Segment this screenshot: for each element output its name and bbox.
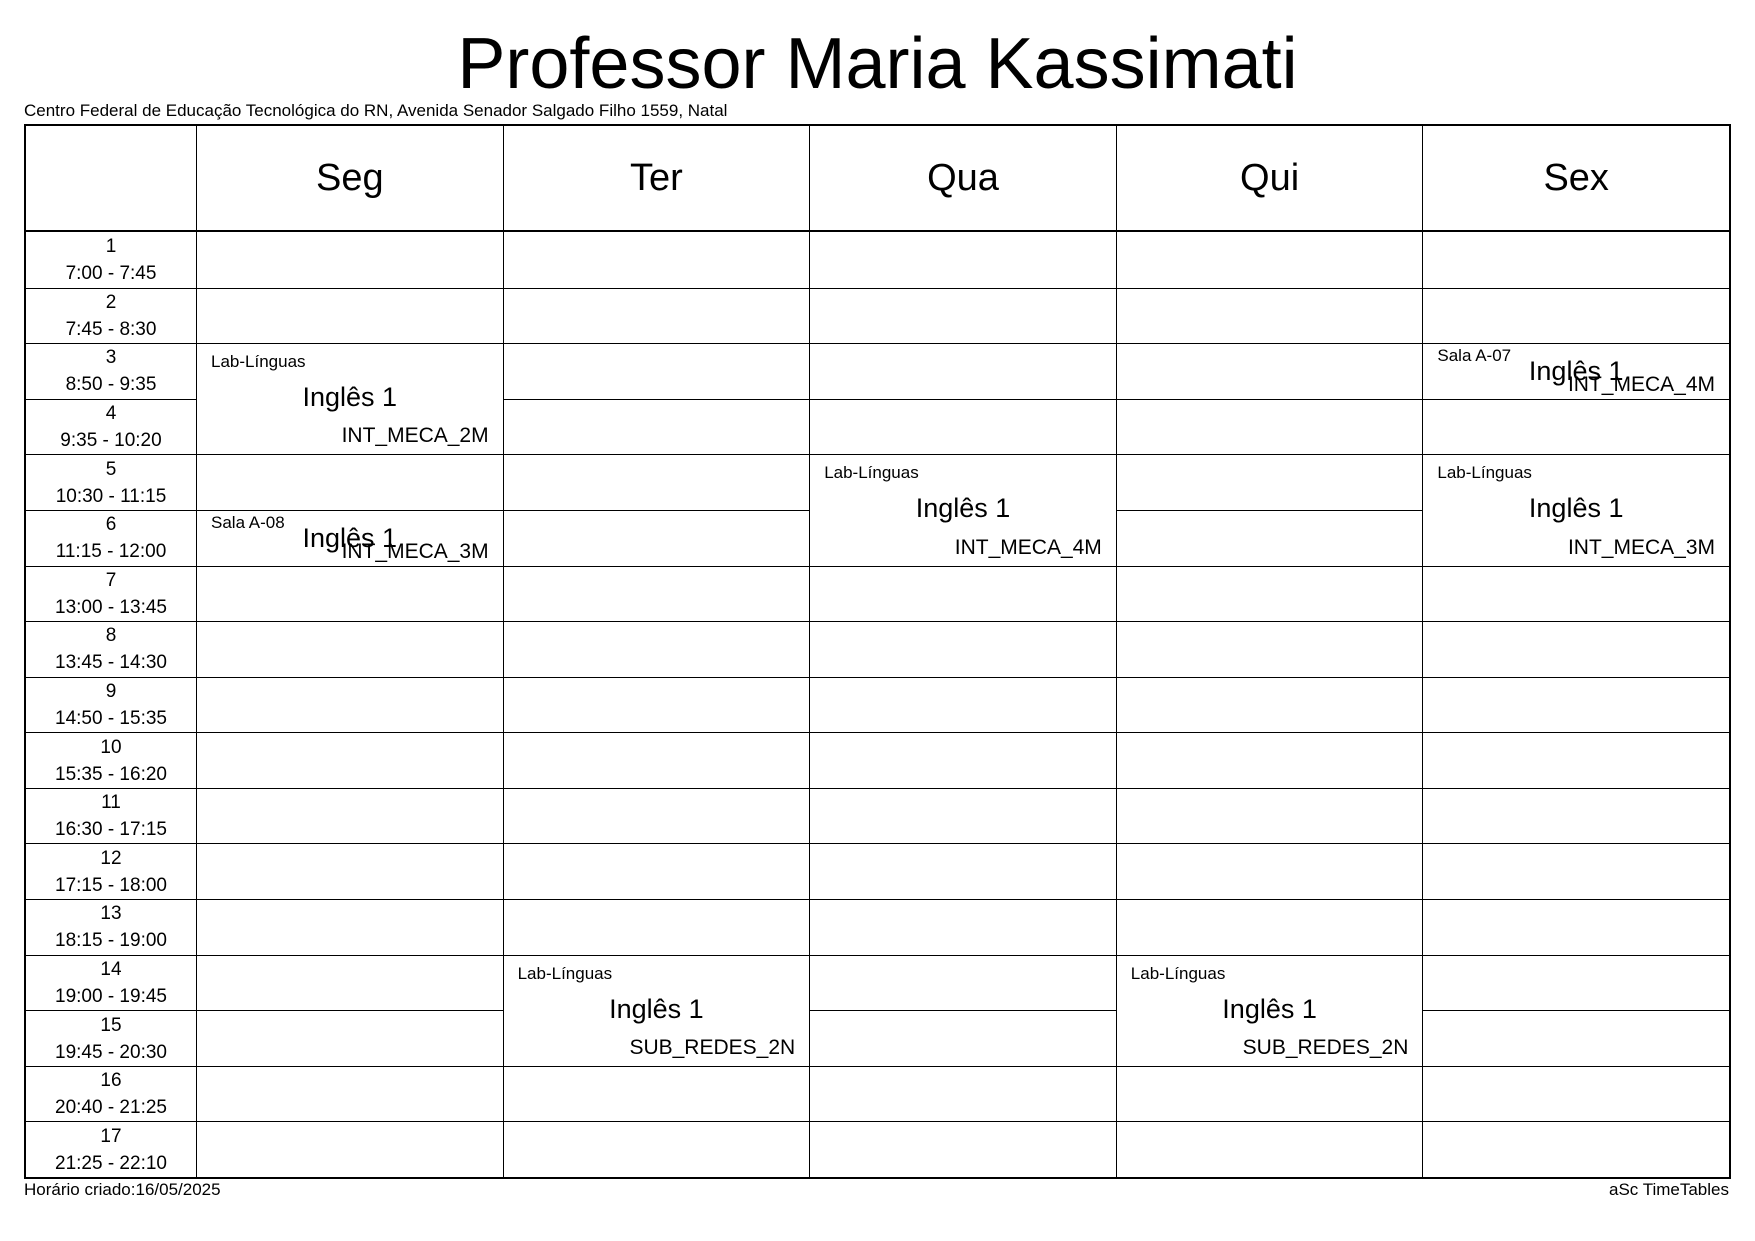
period-label-17 bbox=[26, 1121, 196, 1177]
empty-slot bbox=[503, 510, 810, 566]
empty-slot bbox=[809, 899, 1116, 955]
empty-slot bbox=[503, 399, 810, 455]
empty-slot bbox=[1422, 955, 1729, 1011]
empty-slot bbox=[196, 621, 503, 677]
empty-slot bbox=[503, 732, 810, 788]
empty-slot bbox=[1422, 288, 1729, 344]
period-number: 5 bbox=[105, 458, 117, 480]
school-address: Centro Federal de Educação Tecnológica do RN, Avenida Senador Salgado Filho 1559, Natal bbox=[24, 101, 728, 120]
period-time: 19:00 - 19:45 bbox=[55, 985, 167, 1007]
lesson-class: INT_MECA_4M bbox=[954, 535, 1102, 559]
empty-slot bbox=[196, 566, 503, 622]
period-time: 7:00 - 7:45 bbox=[65, 262, 157, 284]
empty-slot bbox=[809, 343, 1116, 399]
empty-slot bbox=[503, 677, 810, 733]
creation-date: Horário criado:16/05/2025 bbox=[24, 1180, 221, 1199]
period-number: 8 bbox=[105, 625, 117, 647]
lesson-class: INT_MECA_2M bbox=[341, 424, 489, 448]
period-time: 16:30 - 17:15 bbox=[55, 819, 167, 841]
lesson-class: SUB_REDES_2N bbox=[1242, 1035, 1409, 1059]
period-time: 9:35 - 10:20 bbox=[60, 430, 162, 452]
period-label-14 bbox=[26, 955, 196, 1011]
empty-slot bbox=[1422, 1121, 1729, 1177]
empty-slot bbox=[1116, 566, 1423, 622]
lesson-subject: Inglês 1 bbox=[915, 493, 1011, 524]
period-number: 16 bbox=[100, 1070, 122, 1092]
empty-slot bbox=[196, 1066, 503, 1122]
empty-slot bbox=[809, 955, 1116, 1011]
lesson-subject: Inglês 1 bbox=[1528, 356, 1624, 387]
empty-slot bbox=[809, 732, 1116, 788]
empty-slot bbox=[196, 899, 503, 955]
empty-slot bbox=[1422, 843, 1729, 899]
empty-slot bbox=[809, 843, 1116, 899]
period-time: 15:35 - 16:20 bbox=[55, 763, 167, 785]
day-header-qua: Qua bbox=[809, 126, 1116, 232]
lesson-card[interactable] bbox=[196, 510, 503, 566]
day-header-sex: Sex bbox=[1422, 126, 1729, 232]
lesson-room: Lab-Línguas bbox=[517, 963, 613, 983]
period-number: 13 bbox=[100, 903, 122, 925]
lesson-class: INT_MECA_3M bbox=[1567, 535, 1715, 559]
period-label-15 bbox=[26, 1010, 196, 1066]
period-number: 10 bbox=[100, 736, 122, 758]
period-label-5 bbox=[26, 454, 196, 510]
empty-slot bbox=[1116, 677, 1423, 733]
empty-slot bbox=[1422, 566, 1729, 622]
empty-slot bbox=[196, 1010, 503, 1066]
empty-slot bbox=[503, 454, 810, 510]
lesson-room: Lab-Línguas bbox=[1130, 963, 1226, 983]
empty-slot bbox=[1422, 1010, 1729, 1066]
period-label-11 bbox=[26, 788, 196, 844]
day-header-qui: Qui bbox=[1116, 126, 1423, 232]
lesson-subject: Inglês 1 bbox=[1528, 493, 1624, 524]
period-time: 13:00 - 13:45 bbox=[55, 596, 167, 618]
empty-slot bbox=[1422, 399, 1729, 455]
empty-slot bbox=[503, 621, 810, 677]
empty-slot bbox=[503, 843, 810, 899]
period-label-7 bbox=[26, 566, 196, 622]
lesson-class: INT_MECA_4M bbox=[1567, 372, 1715, 396]
lesson-card[interactable] bbox=[503, 955, 810, 1066]
period-number: 17 bbox=[100, 1125, 122, 1147]
period-number: 1 bbox=[105, 235, 117, 257]
period-number: 7 bbox=[105, 569, 117, 591]
empty-slot bbox=[1422, 732, 1729, 788]
lesson-subject: Inglês 1 bbox=[609, 993, 704, 1024]
lesson-room: Sala A-07 bbox=[1437, 346, 1512, 366]
lesson-class: SUB_REDES_2N bbox=[629, 1035, 796, 1059]
lesson-room: Sala A-08 bbox=[211, 512, 285, 532]
period-time: 8:50 - 9:35 bbox=[65, 374, 157, 396]
period-label-6 bbox=[26, 510, 196, 566]
day-header-seg: Seg bbox=[196, 126, 503, 232]
period-time: 11:15 - 12:00 bbox=[55, 541, 167, 563]
period-number: 6 bbox=[105, 514, 117, 536]
period-label-12 bbox=[26, 843, 196, 899]
timetable-grid bbox=[24, 124, 1731, 1179]
empty-slot bbox=[1116, 343, 1423, 399]
period-label-9 bbox=[26, 677, 196, 733]
empty-slot bbox=[1116, 843, 1423, 899]
empty-slot bbox=[809, 621, 1116, 677]
empty-slot bbox=[503, 1121, 810, 1177]
period-label-10 bbox=[26, 732, 196, 788]
empty-slot bbox=[809, 566, 1116, 622]
empty-slot bbox=[503, 788, 810, 844]
lesson-card[interactable] bbox=[1422, 343, 1729, 399]
lesson-card[interactable] bbox=[196, 343, 503, 454]
period-time: 17:15 - 18:00 bbox=[55, 874, 167, 896]
empty-slot bbox=[503, 1066, 810, 1122]
empty-slot bbox=[503, 232, 810, 288]
day-header-ter: Ter bbox=[503, 126, 810, 232]
lesson-room: Lab-Línguas bbox=[824, 463, 919, 483]
period-label-13 bbox=[26, 899, 196, 955]
empty-slot bbox=[1116, 454, 1423, 510]
empty-slot bbox=[196, 955, 503, 1011]
lesson-subject: Inglês 1 bbox=[1222, 993, 1317, 1024]
empty-slot bbox=[1116, 288, 1423, 344]
empty-slot bbox=[1422, 677, 1729, 733]
empty-slot bbox=[1116, 1066, 1423, 1122]
empty-slot bbox=[1116, 1121, 1423, 1177]
header-corner bbox=[26, 126, 196, 232]
page-title: Professor Maria Kassimati bbox=[457, 24, 1298, 104]
empty-slot bbox=[809, 399, 1116, 455]
empty-slot bbox=[196, 677, 503, 733]
empty-slot bbox=[1422, 788, 1729, 844]
empty-slot bbox=[1116, 399, 1423, 455]
empty-slot bbox=[1116, 732, 1423, 788]
period-time: 20:40 - 21:25 bbox=[55, 1097, 167, 1119]
period-label-4 bbox=[26, 399, 196, 455]
period-label-8 bbox=[26, 621, 196, 677]
lesson-card[interactable] bbox=[809, 454, 1116, 565]
period-number: 14 bbox=[100, 958, 122, 980]
lesson-room: Lab-Línguas bbox=[211, 352, 306, 372]
software-credit: aSc TimeTables bbox=[1609, 1180, 1729, 1199]
period-number: 3 bbox=[105, 347, 117, 369]
period-time: 14:50 - 15:35 bbox=[55, 707, 167, 729]
period-time: 19:45 - 20:30 bbox=[55, 1041, 167, 1063]
empty-slot bbox=[1116, 232, 1423, 288]
period-number: 11 bbox=[101, 792, 121, 814]
empty-slot bbox=[1116, 510, 1423, 566]
period-number: 12 bbox=[100, 847, 122, 869]
empty-slot bbox=[196, 288, 503, 344]
period-time: 21:25 - 22:10 bbox=[55, 1152, 167, 1174]
lesson-room: Lab-Línguas bbox=[1437, 463, 1532, 483]
period-label-16 bbox=[26, 1066, 196, 1122]
period-number: 4 bbox=[105, 403, 117, 425]
period-time: 13:45 - 14:30 bbox=[55, 652, 167, 674]
empty-slot bbox=[809, 677, 1116, 733]
empty-slot bbox=[809, 788, 1116, 844]
period-number: 2 bbox=[105, 291, 117, 313]
empty-slot bbox=[809, 1010, 1116, 1066]
empty-slot bbox=[196, 232, 503, 288]
empty-slot bbox=[1422, 899, 1729, 955]
empty-slot bbox=[196, 1121, 503, 1177]
empty-slot bbox=[196, 454, 503, 510]
lesson-class: INT_MECA_3M bbox=[341, 539, 489, 563]
lesson-card[interactable] bbox=[1422, 454, 1729, 565]
lesson-card[interactable] bbox=[1116, 955, 1423, 1066]
empty-slot bbox=[809, 288, 1116, 344]
empty-slot bbox=[196, 788, 503, 844]
empty-slot bbox=[503, 899, 810, 955]
lesson-subject: Inglês 1 bbox=[302, 382, 398, 413]
empty-slot bbox=[1422, 1066, 1729, 1122]
period-time: 10:30 - 11:15 bbox=[55, 485, 167, 507]
period-label-2 bbox=[26, 288, 196, 344]
empty-slot bbox=[503, 343, 810, 399]
lesson-subject: Inglês 1 bbox=[302, 522, 398, 553]
period-number: 15 bbox=[100, 1014, 122, 1036]
empty-slot bbox=[196, 732, 503, 788]
period-number: 9 bbox=[105, 680, 117, 702]
empty-slot bbox=[196, 843, 503, 899]
period-label-1 bbox=[26, 232, 196, 288]
period-time: 7:45 - 8:30 bbox=[65, 318, 157, 340]
empty-slot bbox=[1422, 232, 1729, 288]
empty-slot bbox=[503, 288, 810, 344]
empty-slot bbox=[1422, 621, 1729, 677]
empty-slot bbox=[1116, 899, 1423, 955]
period-time: 18:15 - 19:00 bbox=[55, 930, 167, 952]
empty-slot bbox=[809, 1121, 1116, 1177]
empty-slot bbox=[503, 566, 810, 622]
empty-slot bbox=[1116, 788, 1423, 844]
empty-slot bbox=[809, 232, 1116, 288]
empty-slot bbox=[1116, 621, 1423, 677]
period-label-3 bbox=[26, 343, 196, 399]
empty-slot bbox=[809, 1066, 1116, 1122]
